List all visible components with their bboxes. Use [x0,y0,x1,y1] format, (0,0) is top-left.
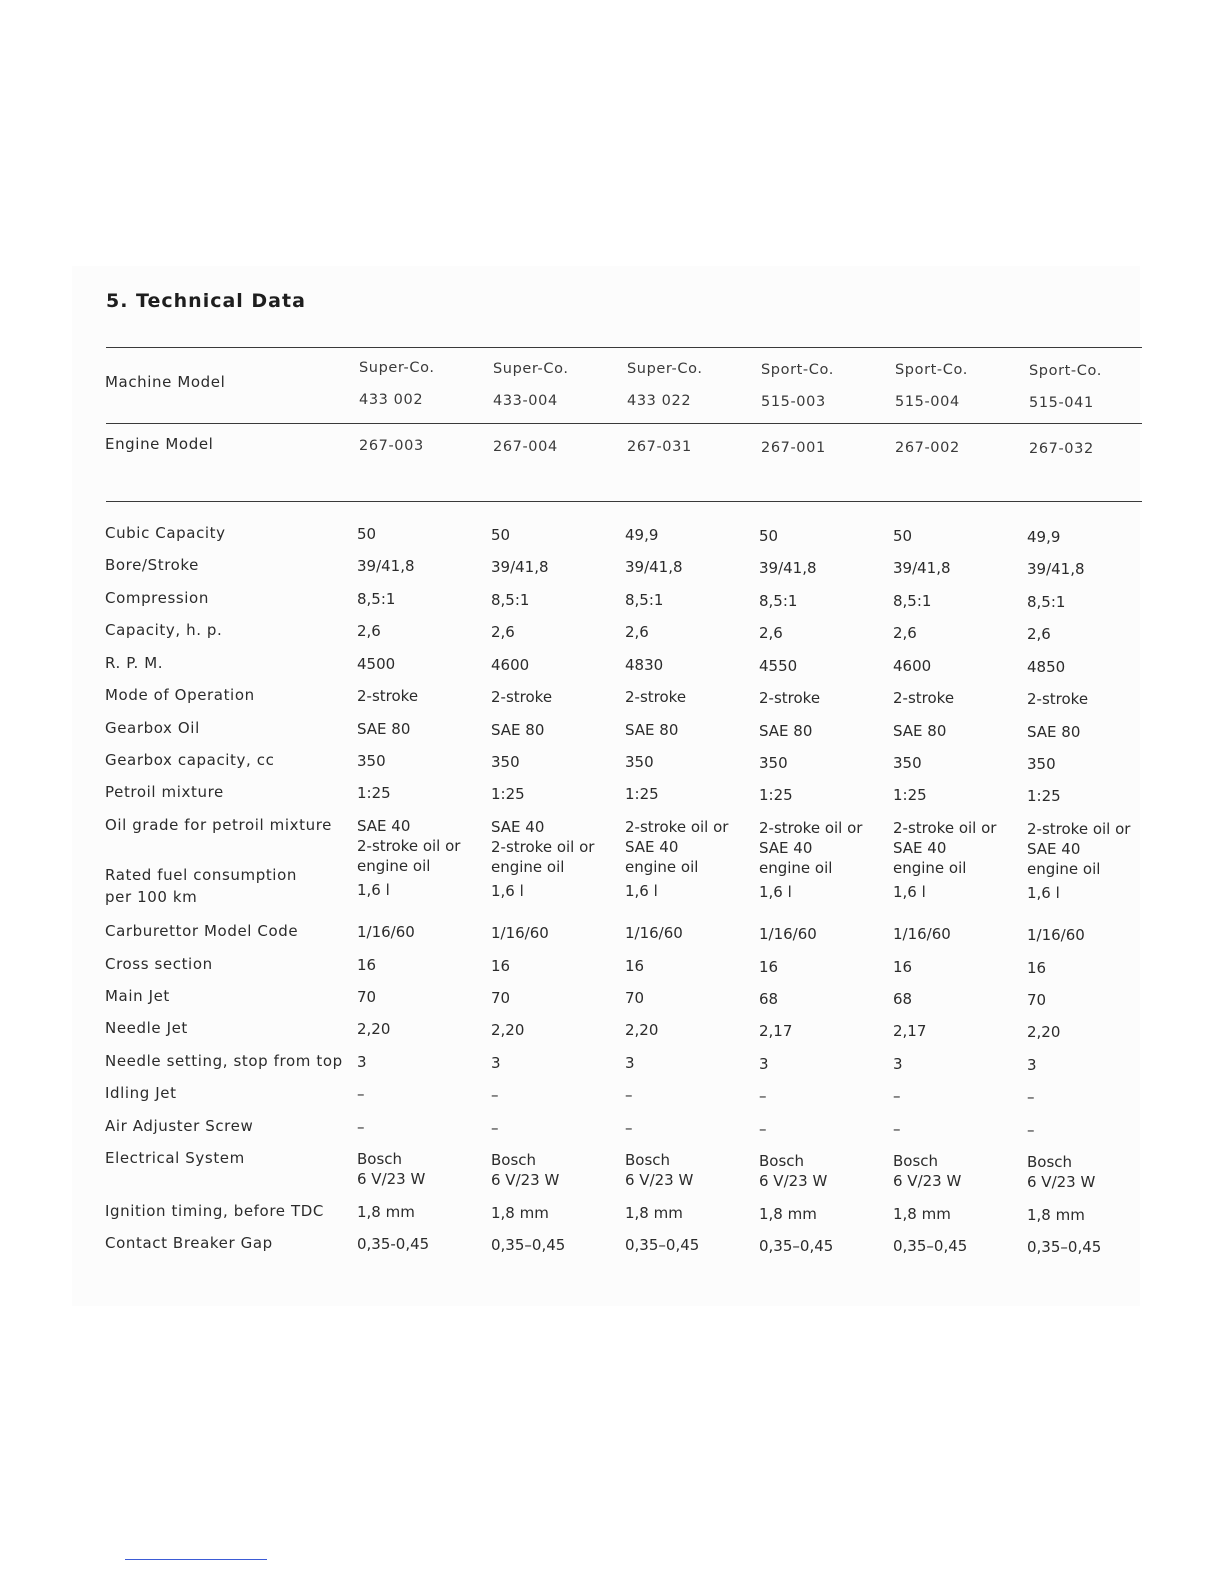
data-cell: – [625,1086,633,1104]
row-label: Cubic Capacity [105,524,226,542]
data-cell: 4850 [1027,658,1066,676]
data-cell: SAE 80 [357,720,411,738]
machine-model-label: Machine Model [105,373,226,391]
data-cell: 2,20 [1027,1023,1061,1041]
data-cell: engine oil [625,858,699,876]
data-cell: 6 V/23 W [625,1171,694,1189]
data-cell: 2,6 [357,622,381,640]
row-label: Main Jet [105,987,170,1005]
data-cell: 1,8 mm [491,1204,549,1222]
data-cell: 2-stroke [759,689,821,707]
data-cell: 2-stroke oil or [357,837,461,855]
row-label: Carburettor Model Code [105,922,299,940]
data-cell: 16 [1027,959,1047,977]
row-label: Gearbox capacity, cc [105,751,275,769]
header-top-rule [106,347,1142,348]
data-cell: 2,20 [357,1020,391,1038]
engine-model-value: 267-004 [493,439,558,455]
engine-model-value: 267-032 [1029,441,1094,457]
machine-model-name: Super-Co. [627,361,703,377]
data-cell: 350 [357,752,386,770]
data-cell: 49,9 [625,526,659,544]
data-cell: 1:25 [1027,787,1061,805]
data-cell: 0,35–0,45 [491,1236,566,1254]
data-cell: 1,6 l [759,883,792,901]
data-cell: 2-stroke oil or [893,819,997,837]
machine-model-number: 515-003 [761,394,826,410]
data-cell: 50 [759,527,779,545]
row-label: Compression [105,589,209,607]
data-cell: engine oil [357,857,431,875]
data-cell: 50 [491,526,511,544]
data-cell: 39/41,8 [1027,560,1085,578]
data-cell: engine oil [1027,860,1101,878]
data-cell: 4600 [491,656,530,674]
data-cell: 2,6 [491,623,515,641]
data-cell: 3 [625,1054,635,1072]
data-cell: 350 [759,754,788,772]
data-cell: 4830 [625,656,664,674]
data-cell: SAE 40 [491,818,545,836]
data-cell: 70 [491,989,511,1007]
data-cell: 2,17 [759,1022,793,1040]
data-cell: SAE 80 [759,722,813,740]
data-cell: 1,6 l [893,883,926,901]
machine-model-number: 433 002 [359,392,424,408]
data-cell: 2-stroke oil or [625,818,729,836]
data-cell: 1,8 mm [1027,1206,1085,1224]
data-cell: – [491,1119,499,1137]
data-cell: Bosch [759,1152,805,1170]
data-cell: 2-stroke oil or [491,838,595,856]
data-cell: 6 V/23 W [491,1171,560,1189]
data-cell: 68 [759,990,779,1008]
row-label: R. P. M. [105,654,164,672]
machine-model-number: 433 022 [627,393,692,409]
data-cell: 16 [357,956,377,974]
data-cell: 0,35-0,45 [357,1235,430,1253]
data-cell: – [491,1086,499,1104]
data-cell: 1:25 [491,785,525,803]
data-cell: – [893,1087,901,1105]
data-cell: 4500 [357,655,396,673]
row-label: per 100 km [105,888,198,906]
data-cell: 70 [625,989,645,1007]
data-cell: SAE 40 [357,817,411,835]
data-cell: – [1027,1088,1035,1106]
data-cell: 8,5:1 [893,592,932,610]
row-label: Needle setting, stop from top [105,1052,343,1070]
data-cell: 2-stroke [491,688,553,706]
data-cell: 1/16/60 [357,923,415,941]
data-cell: 1,6 l [491,882,524,900]
machine-model-name: Sport-Co. [895,362,968,378]
row-label: Cross section [105,955,213,973]
data-cell: SAE 80 [1027,723,1081,741]
engine-model-value: 267-002 [895,440,960,456]
data-cell: – [357,1085,365,1103]
row-label: Bore/Stroke [105,556,199,574]
data-cell: 2,20 [625,1021,659,1039]
data-cell: 1,6 l [1027,884,1060,902]
data-cell: 1:25 [893,786,927,804]
header-mid-rule [106,423,1142,424]
data-cell: Bosch [357,1150,403,1168]
data-cell: 2,6 [893,624,917,642]
data-cell: 3 [357,1053,367,1071]
row-label: Mode of Operation [105,686,255,704]
data-cell: 350 [893,754,922,772]
data-cell: 39/41,8 [759,559,817,577]
data-cell: 1,6 l [625,882,658,900]
machine-model-number: 515-004 [895,394,960,410]
data-cell: 2,6 [1027,625,1051,643]
data-cell: 39/41,8 [893,559,951,577]
data-cell: 350 [625,753,654,771]
data-cell: 2-stroke [357,687,419,705]
data-cell: engine oil [893,859,967,877]
data-cell: 50 [893,527,913,545]
data-cell: 70 [1027,991,1047,1009]
data-cell: Bosch [491,1151,537,1169]
data-cell: 3 [893,1055,903,1073]
data-cell: 350 [1027,755,1056,773]
data-cell: 39/41,8 [625,558,683,576]
data-cell: 1,8 mm [625,1204,683,1222]
data-cell: 6 V/23 W [893,1172,962,1190]
data-cell: 49,9 [1027,528,1061,546]
data-cell: 1:25 [625,785,659,803]
data-cell: 8,5:1 [357,590,396,608]
data-cell: 1/16/60 [759,925,817,943]
data-cell: SAE 40 [893,839,947,857]
data-cell: 2-stroke [893,689,955,707]
data-cell: 350 [491,753,520,771]
row-label: Rated fuel consumption [105,866,297,884]
data-cell: 8,5:1 [491,591,530,609]
row-label: Air Adjuster Screw [105,1117,254,1135]
data-cell: 3 [491,1054,501,1072]
row-label: Capacity, h. p. [105,621,223,639]
machine-model-name: Super-Co. [359,360,435,376]
data-cell: 0,35–0,45 [1027,1238,1102,1256]
data-cell: engine oil [759,859,833,877]
data-cell: 2-stroke [1027,690,1089,708]
data-cell: 0,35–0,45 [893,1237,968,1255]
data-cell: 1,6 l [357,881,390,899]
data-cell: 8,5:1 [625,591,664,609]
machine-model-name: Super-Co. [493,361,569,377]
engine-model-value: 267-031 [627,439,692,455]
data-cell: SAE 40 [1027,840,1081,858]
data-cell: SAE 80 [893,722,947,740]
data-cell: 0,35–0,45 [625,1236,700,1254]
row-label: Oil grade for petroil mixture [105,816,332,834]
data-cell: engine oil [491,858,565,876]
machine-model-name: Sport-Co. [761,362,834,378]
data-cell: 16 [759,958,779,976]
data-cell: 2,20 [491,1021,525,1039]
data-cell: 1/16/60 [893,925,951,943]
data-cell: 0,35–0,45 [759,1237,834,1255]
machine-model-name: Sport-Co. [1029,363,1102,379]
page-title: 5. Technical Data [106,290,306,312]
data-cell: 6 V/23 W [1027,1173,1096,1191]
data-cell: 2-stroke oil or [1027,820,1131,838]
row-label: Gearbox Oil [105,719,200,737]
data-cell: 1/16/60 [1027,926,1085,944]
engine-model-value: 267-001 [761,440,826,456]
data-cell: 8,5:1 [1027,593,1066,611]
data-cell: 2,6 [759,624,783,642]
data-cell: – [1027,1121,1035,1139]
row-label: Petroil mixture [105,783,224,801]
data-cell: 50 [357,525,377,543]
data-cell: 1:25 [357,784,391,802]
data-cell: 2-stroke [625,688,687,706]
data-cell: 16 [625,957,645,975]
data-cell: – [625,1119,633,1137]
data-cell: 39/41,8 [491,558,549,576]
data-cell: 1/16/60 [625,924,683,942]
data-cell: – [759,1087,767,1105]
data-cell: 16 [491,957,511,975]
data-cell: 1,8 mm [357,1203,415,1221]
data-cell: 1:25 [759,786,793,804]
data-cell: 3 [759,1055,769,1073]
data-cell: 70 [357,988,377,1006]
data-cell: 4600 [893,657,932,675]
data-cell: 1,8 mm [759,1205,817,1223]
header-bottom-rule [106,501,1142,502]
machine-model-number: 433-004 [493,393,558,409]
data-cell: 6 V/23 W [759,1172,828,1190]
data-cell: 1,8 mm [893,1205,951,1223]
data-cell: 2-stroke oil or [759,819,863,837]
data-cell: 2,6 [625,623,649,641]
engine-model-label: Engine Model [105,435,214,453]
data-cell: 3 [1027,1056,1037,1074]
data-cell: 39/41,8 [357,557,415,575]
data-cell: 4550 [759,657,798,675]
engine-model-value: 267-003 [359,438,424,454]
row-label: Electrical System [105,1149,245,1167]
data-cell: 8,5:1 [759,592,798,610]
machine-model-number: 515-041 [1029,395,1094,411]
row-label: Idling Jet [105,1084,177,1102]
data-cell: 1/16/60 [491,924,549,942]
row-label: Contact Breaker Gap [105,1234,273,1252]
data-cell: 16 [893,958,913,976]
data-cell: – [357,1118,365,1136]
data-cell: SAE 80 [491,721,545,739]
data-cell: 2,17 [893,1022,927,1040]
footnote-rule [125,1559,267,1560]
data-cell: – [893,1120,901,1138]
row-label: Ignition timing, before TDC [105,1202,324,1220]
data-cell: Bosch [1027,1153,1073,1171]
data-cell: Bosch [893,1152,939,1170]
data-cell: SAE 40 [759,839,813,857]
data-cell: – [759,1120,767,1138]
data-cell: 68 [893,990,913,1008]
data-cell: SAE 80 [625,721,679,739]
data-cell: Bosch [625,1151,671,1169]
data-cell: SAE 40 [625,838,679,856]
data-cell: 6 V/23 W [357,1170,426,1188]
row-label: Needle Jet [105,1019,188,1037]
